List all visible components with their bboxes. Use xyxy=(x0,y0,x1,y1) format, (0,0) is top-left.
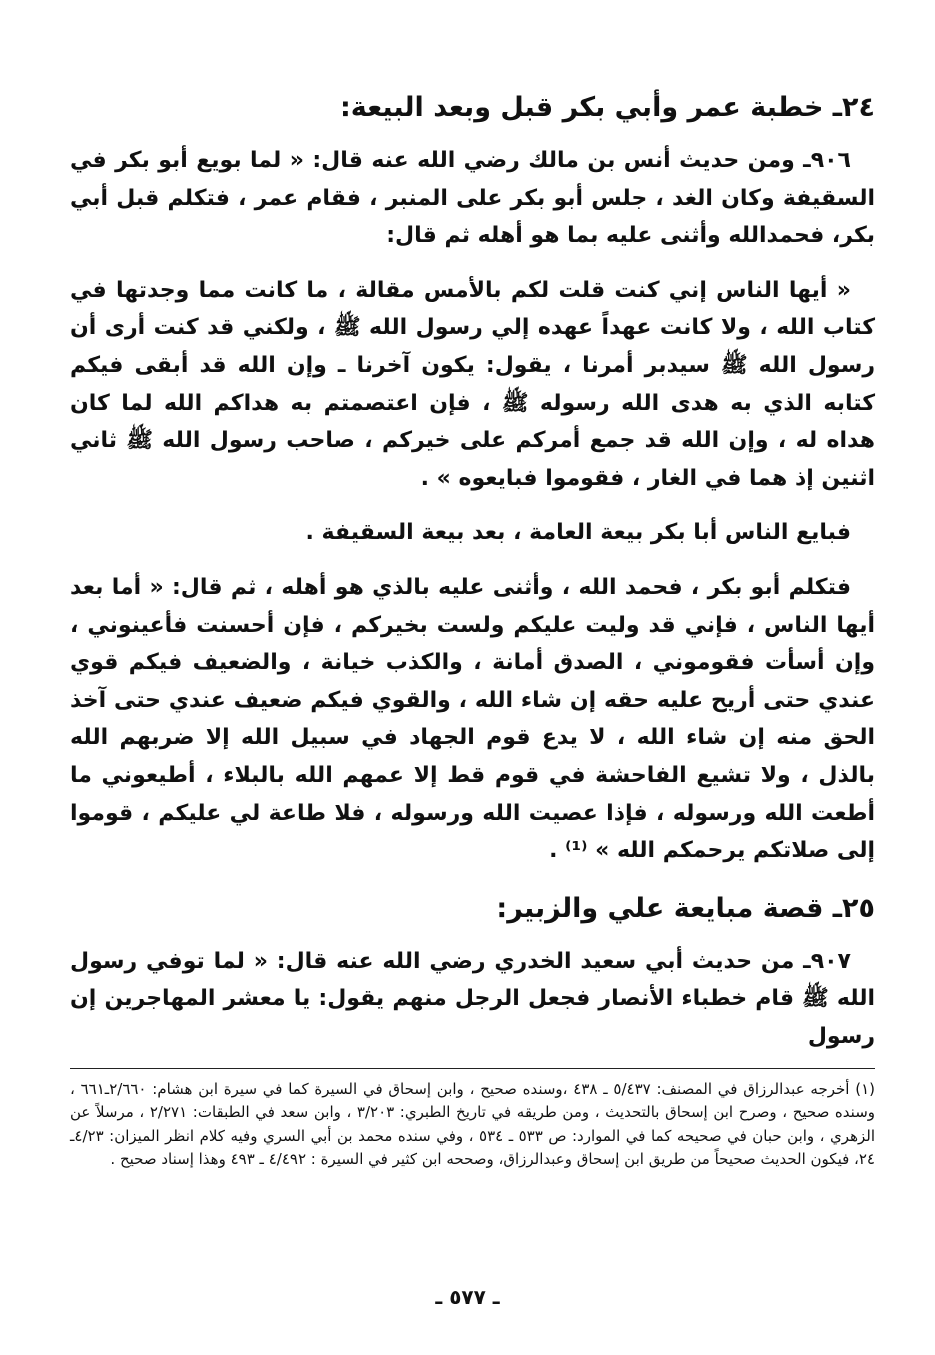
umar-speech: « أيها الناس إني كنت قلت لكم بالأمس مقالة ، ما كانت مما وجدتها في كتاب الله ، ولا كانت عهداً عهده إلي رسول الله ﷺ ، ولكني قد كنت أرى أن رسول الله ﷺ سيدبر أمرنا ، يقول: يكون آخرنا ـ وإن الله قد أبقى فيكم كتابه الذي به هدى الله رسوله ﷺ ، فإن اعتصمتم به هداكم الله لما كان هداه له ، وإن الله قد جمع أمركم على خيركم ، صاحب رسول الله ﷺ ثاني اثنين إذ هما في الغار ، فقوموا فبايعوه » . xyxy=(70,277,875,491)
hadith-906-intro: ٩٠٦ـ ومن حديث أنس بن مالك رضي الله عنه قال: « لما بويع أبو بكر في السقيفة وكان الغد ، جلس أبو بكر على المنبر ، فقام عمر ، فتكلم قبل أبي بكر، فحمدالله وأثنى عليه بما هو أهله ثم قال: xyxy=(70,148,875,249)
section-24-heading: ٢٤ـ خطبة عمر وأبي بكر قبل وبعد البيعة: xyxy=(339,92,875,123)
hadith-907: ٩٠٧ـ من حديث أبي سعيد الخدري رضي الله عنه قال: « لما توفي رسول الله ﷺ قام خطباء الأنصار فجعل الرجل منهم يقول: يا معشر المهاجرين إن رسول xyxy=(70,948,875,1049)
page-body xyxy=(70,80,875,1072)
footnote-1: (١) أخرجه عبدالرزاق في المصنف: ٥/٤٣٧ ـ ٤٣٨ ،وسنده صحيح ، وابن إسحاق في السيرة كما في سيرة ابن هشام: ٢/٦٦٠ـ٦٦١ ، وسنده صحيح ، وصرح ابن إسحاق بالتحديث ، ومن طريقه في تاريخ الطبري: ٣/٢٠٣ ، وابن سعد في الطبقات: ٢/٢٧١ ، مرسلاً عن الزهري ، وابن حبان في صحيحه كما في الموارد: ص ٥٣٣ ـ ٥٣٤ ، وفي سنده محمد بن أبي السري وفيه كلام انظر الميزان: ٤/٢٣ـ ٢٤، فيكون الحديث صحيحاً من طريق ابن إسحاق وعبدالرزاق، وصححه ابن كثير في السيرة : ٤/٤٩٢ ـ ٤٩٣ وهذا إسناد صحيح . xyxy=(70,1080,876,1169)
page-number: ـ ٥٧٧ ـ xyxy=(435,1285,500,1309)
section-25-heading: ٢٥ـ قصة مبايعة علي والزبير: xyxy=(496,892,875,924)
pledge-paragraph: فبايع الناس أبا بكر بيعة العامة ، بعد بيعة السقيفة . xyxy=(305,520,851,546)
footnote-divider xyxy=(70,1068,875,1069)
abubakr-speech: فتكلم أبو بكر ، فحمد الله ، وأثنى عليه بالذي هو أهله ، ثم قال: « أما بعد أيها الناس ، فإني قد وليت عليكم ولست بخيركم ، فإن أحسنت فأعينوني ، وإن أسأت فقوموني ، الصدق أمانة ، والكذب خيانة ، والضعيف فيكم قوي عندي حتى أريح عليه حقه إن شاء الله ، والقوي فيكم ضعيف عندي حتى آخذ الحق منه إن شاء الله ، لا يدع قوم الجهاد في سبيل الله إلا ضربهم الله بالذل ، ولا تشيع الفاحشة في قوم قط إلا عمهم الله بالبلاء ، أطيعوني ما أطعت الله ورسوله ، فإذا عصيت الله ورسوله ، فلا طاعة لي عليكم ، قوموا إلى صلاتكم يرحمكم الله » ⁽¹⁾ . xyxy=(70,574,875,864)
